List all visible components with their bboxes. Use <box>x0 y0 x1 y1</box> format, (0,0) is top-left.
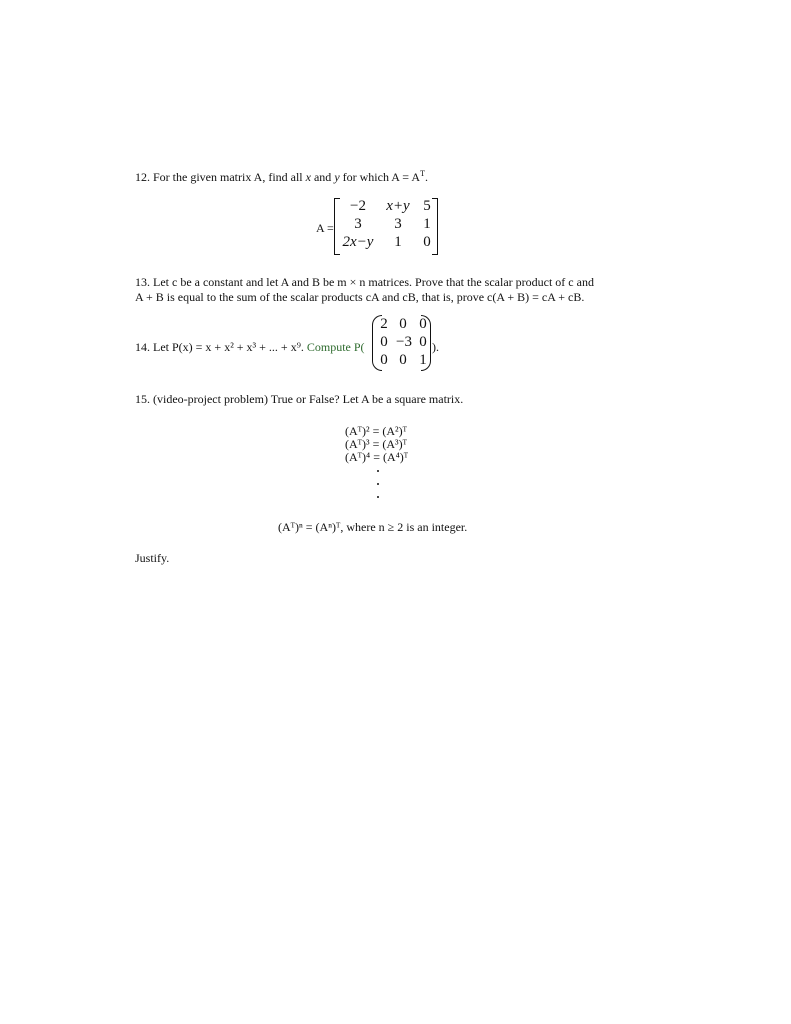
p12-cell-1-2: 1 <box>423 216 431 232</box>
p12-cell-0-2: 5 <box>423 198 431 214</box>
problem-12-statement <box>135 170 428 185</box>
p14-compute: Compute P( <box>303 340 365 354</box>
p12-var-x: x <box>305 170 311 184</box>
p15-general-statement: (Aᵀ)ⁿ = (Aⁿ)ᵀ, where n ≥ 2 is an integer. <box>278 520 468 534</box>
p15-ellipsis-dot-2 <box>377 483 379 485</box>
p12-sup-t: T <box>420 169 425 178</box>
p15-ellipsis-dot-1 <box>377 470 379 472</box>
p15-ellipsis-dot-3 <box>377 496 379 498</box>
p14-cell-2-1: 0 <box>399 352 407 368</box>
p12-period: . <box>424 170 428 184</box>
p14-cell-0-1: 0 <box>399 316 407 332</box>
p12-text-prefix: 12. For the given matrix A, find all <box>135 170 306 184</box>
p14-cell-2-2: 1 <box>419 352 427 368</box>
problem-15-header: 15. (video-project problem) True or False? Let A be a square matrix. <box>135 392 464 406</box>
p12-cell-2-1: 1 <box>394 234 402 250</box>
p15-eq-2: (Aᵀ)² = (A²)ᵀ <box>345 424 407 438</box>
p14-cell-0-0: 2 <box>380 316 388 332</box>
p14-cell-1-0: 0 <box>380 334 388 350</box>
p15-justify: Justify. <box>135 551 170 565</box>
problem-13-line-1: 13. Let c be a constant and let A and B be m × n matrices. Prove that the scalar product of c and <box>135 275 594 289</box>
p14-cell-1-1: −3 <box>396 334 412 350</box>
p12-cell-1-0: 3 <box>354 216 362 232</box>
p12-cell-2-0: 2x−y <box>342 234 374 250</box>
p14-cell-0-2: 0 <box>419 316 427 332</box>
problem-14-statement <box>135 340 365 355</box>
p12-cell-2-2: 0 <box>423 234 431 250</box>
p12-matrix-label: A = <box>316 221 334 235</box>
p12-cell-0-0: −2 <box>350 198 366 214</box>
p12-var-y: y <box>334 170 340 184</box>
p12-text-and: and <box>310 170 335 184</box>
problem-13-line-2: A + B is equal to the sum of the scalar products cA and cB, that is, prove c(A + B) = cA + cB. <box>135 290 585 304</box>
p14-cell-2-0: 0 <box>380 352 388 368</box>
p14-prefix: 14. Let P(x) = x + x² + x³ + ... + x⁹. <box>135 340 304 354</box>
p14-cell-1-2: 0 <box>419 334 427 350</box>
p14-suffix: ). <box>432 340 439 354</box>
p12-cell-0-1: x+y <box>386 198 410 214</box>
p12-text-suffix: for which A = A <box>339 170 421 184</box>
p15-eq-4: (Aᵀ)⁴ = (A⁴)ᵀ <box>345 450 409 464</box>
p15-eq-3: (Aᵀ)³ = (A³)ᵀ <box>345 437 407 451</box>
p12-cell-1-1: 3 <box>394 216 402 232</box>
